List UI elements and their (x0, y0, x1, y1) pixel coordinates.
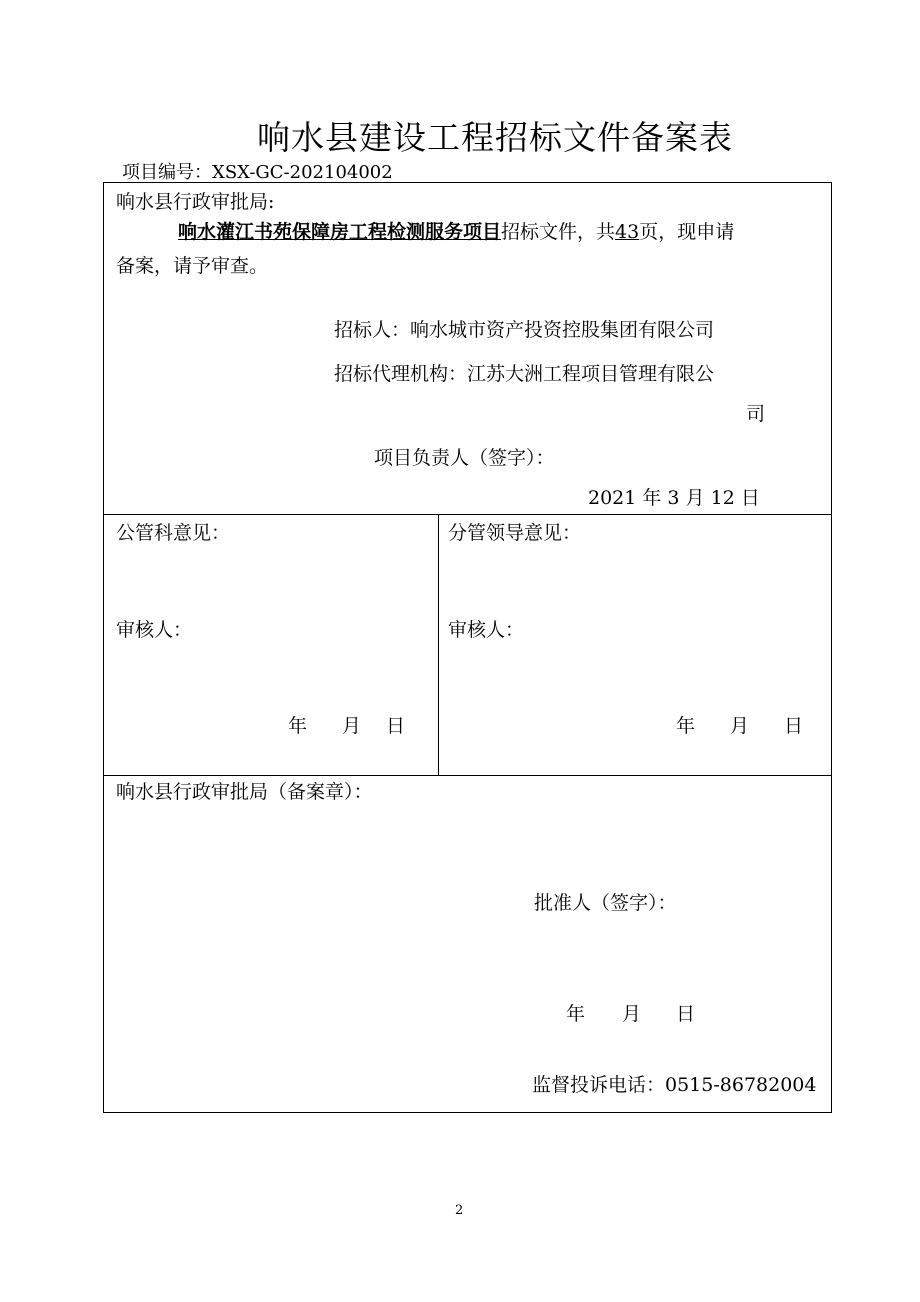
leader-opinion-title: 分管领导意见： (448, 522, 582, 544)
application-text-mid: 招标文件，共 (501, 221, 616, 243)
project-name: 响水灌江书苑保障房工程检测服务项目 (178, 221, 502, 243)
page-count: 43 (615, 221, 640, 243)
leader-reviewer: 审核人： (448, 619, 525, 641)
application-text-end: 页，现申请 (639, 221, 735, 243)
bottom-day: 日 (676, 1003, 696, 1025)
tender-agency: 招标代理机构：江苏大洲工程项目管理有限公 (334, 363, 715, 385)
right-month: 月 (730, 715, 750, 737)
project-number-line (122, 158, 393, 184)
right-day: 日 (784, 715, 804, 737)
complaint-hotline: 监督投诉电话：0515-86782004 (532, 1074, 817, 1096)
application-sentence (178, 223, 734, 242)
left-day: 日 (386, 715, 406, 737)
tender-agency-wrap: 司 (746, 403, 766, 425)
bottom-year: 年 (566, 1003, 586, 1025)
left-month: 月 (342, 715, 362, 737)
application-text-line2: 备案，请予审查。 (116, 255, 269, 277)
project-number-value: XSX-GC-202104002 (212, 162, 393, 183)
tenderer: 招标人：响水城市资产投资控股集团有限公司 (334, 319, 715, 341)
project-responsible-signature: 项目负责人（签字）： (374, 447, 555, 469)
page-number: 2 (455, 1203, 464, 1218)
row-divider-bottom (104, 775, 831, 776)
filing-seal-title: 响水县行政审批局（备案章）： (116, 781, 373, 803)
approver-signature: 批准人（签字）： (534, 892, 677, 914)
column-divider (438, 514, 439, 775)
bottom-month: 月 (622, 1003, 642, 1025)
addressee: 响水县行政审批局: (116, 191, 275, 213)
project-number-label: 项目编号： (122, 162, 212, 183)
public-management-opinion-title: 公管科意见： (116, 522, 231, 544)
application-date: 2021 年 3 月 12 日 (588, 487, 760, 509)
document-title: 响水县建设工程招标文件备案表 (257, 118, 733, 157)
public-management-reviewer: 审核人： (116, 619, 193, 641)
right-year: 年 (676, 715, 696, 737)
left-year: 年 (288, 715, 308, 737)
row-divider-top (104, 514, 831, 515)
filing-form-table (103, 182, 832, 1113)
